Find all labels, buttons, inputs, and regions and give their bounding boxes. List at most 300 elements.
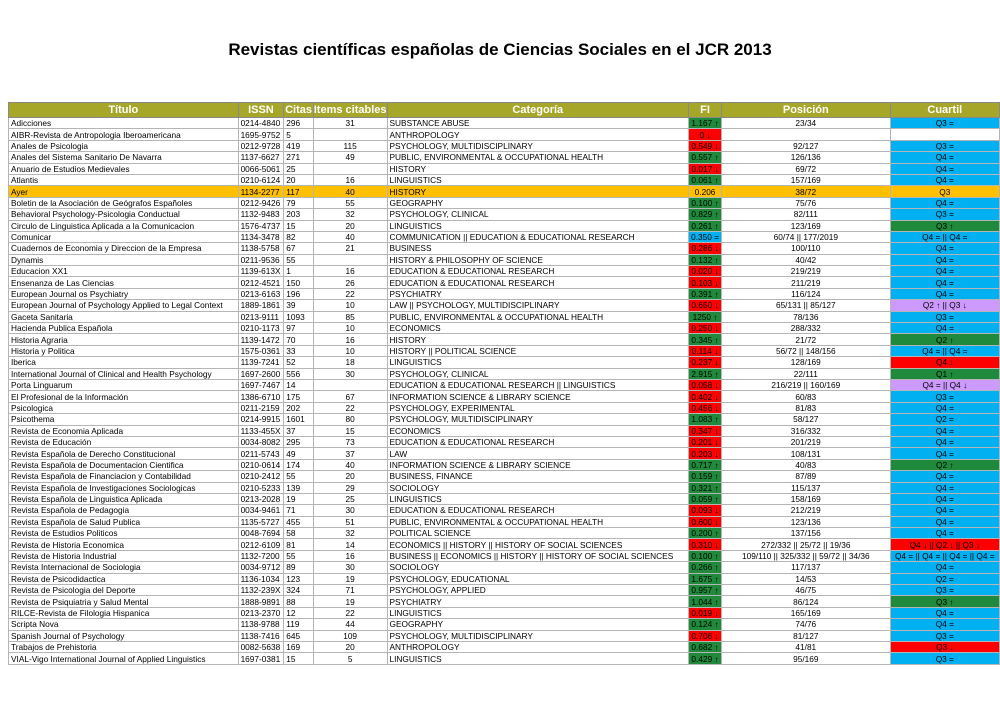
cell-titulo: Historia Agraria: [9, 334, 239, 345]
cell-citas: 271: [284, 152, 313, 163]
cell-posicion: 123/169: [722, 220, 891, 231]
cell-citas: 419: [284, 140, 313, 151]
cell-items-citables: 67: [313, 391, 387, 402]
cell-categoria: PUBLIC, ENVIRONMENTAL & OCCUPATIONAL HEALTH: [387, 516, 689, 527]
cell-fi: 0.061 ↑: [689, 174, 722, 185]
cell-posicion: 65/131 || 85/127: [722, 300, 891, 311]
cell-citas: 33: [284, 345, 313, 356]
table-row: [9, 220, 1000, 231]
cell-citas: 119: [284, 619, 313, 630]
cell-cuartil: Q4 =: [890, 425, 999, 436]
table-row: [9, 630, 1000, 641]
cell-issn: 1695-9752: [238, 129, 284, 140]
cell-cuartil: Q4 =: [890, 562, 999, 573]
cell-titulo: RILCE-Revista de Filologia Hispanica: [9, 607, 239, 618]
table-row: [9, 197, 1000, 208]
cell-citas: 88: [284, 596, 313, 607]
cell-issn: 1134-2277: [238, 186, 284, 197]
cell-categoria: HISTORY: [387, 186, 689, 197]
cell-fi: 0.103 ↓: [689, 277, 722, 288]
cell-citas: 1093: [284, 311, 313, 322]
cell-fi: 0 ↓: [689, 129, 722, 140]
table-row: [9, 505, 1000, 516]
cell-posicion: 128/169: [722, 357, 891, 368]
cell-items-citables: 10: [313, 323, 387, 334]
table-row: [9, 323, 1000, 334]
cell-issn: 1138-5758: [238, 243, 284, 254]
cell-cuartil: Q3 =: [890, 209, 999, 220]
cell-cuartil: Q4 = || Q4 =: [890, 231, 999, 242]
cell-categoria: BUSINESS: [387, 243, 689, 254]
cell-fi: 0.017 ↓: [689, 163, 722, 174]
cell-categoria: ECONOMICS: [387, 425, 689, 436]
cell-items-citables: [313, 163, 387, 174]
cell-categoria: SUBSTANCE ABUSE: [387, 118, 689, 129]
cell-items-citables: 10: [313, 300, 387, 311]
cell-citas: 58: [284, 528, 313, 539]
cell-issn: 0210-2412: [238, 471, 284, 482]
header-fi: FI: [689, 103, 722, 118]
cell-items-citables: 25: [313, 493, 387, 504]
cell-issn: 0213-9111: [238, 311, 284, 322]
cell-fi: 0.203 ↓: [689, 448, 722, 459]
cell-titulo: VIAL-Vigo International Journal of Applied Linguistics: [9, 653, 239, 664]
table-row: [9, 425, 1000, 436]
cell-cuartil: Q4 = || Q4 ↓: [890, 379, 999, 390]
cell-issn: 1386-6710: [238, 391, 284, 402]
cell-cuartil: Q3 =: [890, 391, 999, 402]
cell-posicion: 201/219: [722, 436, 891, 447]
table-row: [9, 585, 1000, 596]
header-cuartil: Cuartil: [890, 103, 999, 118]
cell-categoria: PSYCHOLOGY, APPLIED: [387, 585, 689, 596]
table-row: [9, 266, 1000, 277]
header-citas: Citas: [285, 104, 312, 116]
cell-categoria: HISTORY: [387, 163, 689, 174]
cell-fi: 1.675 ↑: [689, 573, 722, 584]
cell-posicion: 82/111: [722, 209, 891, 220]
cell-cuartil: Q3 =: [890, 311, 999, 322]
table-row: [9, 357, 1000, 368]
cell-cuartil: Q3 =: [890, 585, 999, 596]
cell-posicion: 81/83: [722, 402, 891, 413]
cell-citas: 123: [284, 573, 313, 584]
cell-fi: 0.237 ↓: [689, 357, 722, 368]
cell-issn: 0213-6163: [238, 288, 284, 299]
cell-citas: 55: [284, 471, 313, 482]
cell-citas: 52: [284, 357, 313, 368]
cell-titulo: Revista Española de Derecho Constitucional: [9, 448, 239, 459]
cell-fi: 0.600 ↓: [689, 516, 722, 527]
cell-posicion: 165/169: [722, 607, 891, 618]
cell-cuartil: Q3 =: [890, 630, 999, 641]
cell-issn: 0212-4521: [238, 277, 284, 288]
cell-issn: 1697-7467: [238, 379, 284, 390]
cell-items-citables: 20: [313, 641, 387, 652]
cell-titulo: Ayer: [9, 186, 239, 197]
cell-categoria: PUBLIC, ENVIRONMENTAL & OCCUPATIONAL HEALTH: [387, 152, 689, 163]
cell-cuartil: Q4 = || Q4 =: [890, 345, 999, 356]
cell-citas: 19: [284, 493, 313, 504]
cell-categoria: POLITICAL SCIENCE: [387, 528, 689, 539]
cell-posicion: 86/124: [722, 596, 891, 607]
cell-categoria: EDUCATION & EDUCATIONAL RESEARCH: [387, 436, 689, 447]
cell-fi: 0.345 ↑: [689, 334, 722, 345]
table-row: [9, 129, 1000, 140]
cell-issn: 0213-2370: [238, 607, 284, 618]
cell-issn: 1134-3478: [238, 231, 284, 242]
cell-items-citables: 31: [313, 118, 387, 129]
table-row: [9, 436, 1000, 447]
cell-titulo: Behavioral Psychology-Psicologia Conductual: [9, 209, 239, 220]
cell-titulo: Educacion XX1: [9, 266, 239, 277]
cell-citas: 202: [284, 402, 313, 413]
header-issn: ISSN: [238, 103, 284, 118]
cell-citas: 556: [284, 368, 313, 379]
cell-titulo: Scripta Nova: [9, 619, 239, 630]
cell-items-citables: 16: [313, 266, 387, 277]
cell-issn: 0082-5638: [238, 641, 284, 652]
cell-items-citables: 30: [313, 562, 387, 573]
cell-posicion: 137/156: [722, 528, 891, 539]
table-row: [9, 493, 1000, 504]
cell-titulo: Revista de Psicodidactica: [9, 573, 239, 584]
cell-items-citables: 32: [313, 528, 387, 539]
cell-fi: 0.321 ↑: [689, 482, 722, 493]
cell-fi: 0.350 =: [689, 231, 722, 242]
cell-categoria: LINGUISTICS: [387, 174, 689, 185]
cell-citas: 117: [284, 186, 313, 197]
cell-issn: 1139-1472: [238, 334, 284, 345]
cell-fi: 0.650 ↓: [689, 300, 722, 311]
cell-issn: 0212-6109: [238, 539, 284, 550]
cell-issn: 0034-9461: [238, 505, 284, 516]
cell-categoria: PSYCHIATRY: [387, 596, 689, 607]
table-row: [9, 152, 1000, 163]
cell-posicion: 272/332 || 25/72 || 19/36: [722, 539, 891, 550]
cell-items-citables: 85: [313, 311, 387, 322]
cell-fi: 1250 ↑: [689, 311, 722, 322]
cell-citas: 203: [284, 209, 313, 220]
cell-cuartil: Q2 ↑: [890, 334, 999, 345]
cell-citas: 55: [284, 550, 313, 561]
cell-cuartil: Q4 = || Q4 = || Q4 = || Q4 =: [890, 550, 999, 561]
table-row: [9, 334, 1000, 345]
cell-posicion: 115/137: [722, 482, 891, 493]
cell-cuartil: Q1 ↑: [890, 368, 999, 379]
table-row: [9, 345, 1000, 356]
cell-fi: 0.391 ↑: [689, 288, 722, 299]
cell-cuartil: Q3 =: [890, 653, 999, 664]
table-row: [9, 641, 1000, 652]
cell-titulo: Revista Española de Documentacion Cientifica: [9, 459, 239, 470]
cell-issn: 0210-0614: [238, 459, 284, 470]
cell-cuartil: Q2 ↑: [890, 459, 999, 470]
cell-posicion: 69/72: [722, 163, 891, 174]
table-row: [9, 448, 1000, 459]
cell-issn: 1132-9483: [238, 209, 284, 220]
table-row: [9, 653, 1000, 664]
cell-citas: 39: [284, 300, 313, 311]
cell-cuartil: Q4 =: [890, 493, 999, 504]
cell-posicion: 100/110: [722, 243, 891, 254]
cell-cuartil: Q4 =: [890, 323, 999, 334]
cell-issn: 1139-613X: [238, 266, 284, 277]
cell-categoria: EDUCATION & EDUCATIONAL RESEARCH || LINGUISTICS: [387, 379, 689, 390]
cell-cuartil: Q3 ↓: [890, 641, 999, 652]
cell-issn: 1138-9788: [238, 619, 284, 630]
table-row: [9, 231, 1000, 242]
cell-cuartil: Q4 =: [890, 448, 999, 459]
table-header-row: [9, 103, 1000, 118]
cell-cuartil: Q4 ↓: [890, 357, 999, 368]
header-categoria: Categoría: [387, 103, 689, 118]
cell-titulo: Historia y Politica: [9, 345, 239, 356]
cell-posicion: 60/74 || 177/2019: [722, 231, 891, 242]
cell-categoria: PSYCHOLOGY, EXPERIMENTAL: [387, 402, 689, 413]
cell-titulo: Dynamis: [9, 254, 239, 265]
cell-posicion: 41/81: [722, 641, 891, 652]
cell-cuartil: Q2 ↑ || Q3 ↓: [890, 300, 999, 311]
cell-fi: 0.058 ↓: [689, 379, 722, 390]
cell-issn: 0210-5233: [238, 482, 284, 493]
cell-categoria: GEOGRAPHY: [387, 197, 689, 208]
cell-items-citables: 115: [313, 140, 387, 151]
cell-citas: 20: [284, 174, 313, 185]
cell-fi: 0.261 ↑: [689, 220, 722, 231]
cell-categoria: EDUCATION & EDUCATIONAL RESEARCH: [387, 505, 689, 516]
cell-fi: 0.019 ↓: [689, 607, 722, 618]
cell-categoria: LAW || PSYCHOLOGY, MULTIDISCIPLINARY: [387, 300, 689, 311]
cell-cuartil: Q4 =: [890, 288, 999, 299]
cell-categoria: PSYCHOLOGY, CLINICAL: [387, 368, 689, 379]
cell-categoria: LINGUISTICS: [387, 220, 689, 231]
header-posicion: Posición: [722, 103, 891, 118]
cell-titulo: Revista de Psicologia del Deporte: [9, 585, 239, 596]
cell-titulo: Anales del Sistema Sanitario De Navarra: [9, 152, 239, 163]
cell-items-citables: 16: [313, 174, 387, 185]
cell-citas: 324: [284, 585, 313, 596]
cell-items-citables: 40: [313, 231, 387, 242]
cell-issn: 1576-4737: [238, 220, 284, 231]
cell-fi: 2.915 ↑: [689, 368, 722, 379]
cell-items-citables: 26: [313, 277, 387, 288]
cell-titulo: Ensenanza de Las Ciencias: [9, 277, 239, 288]
cell-titulo: Adicciones: [9, 118, 239, 129]
cell-posicion: 81/127: [722, 630, 891, 641]
cell-fi: 0.717 ↑: [689, 459, 722, 470]
cell-items-citables: 55: [313, 197, 387, 208]
cell-citas: 67: [284, 243, 313, 254]
table-row: [9, 596, 1000, 607]
cell-fi: 0.100 ↑: [689, 197, 722, 208]
cell-citas: 82: [284, 231, 313, 242]
cell-titulo: Revista Española de Investigaciones Sociologicas: [9, 482, 239, 493]
table-row: [9, 288, 1000, 299]
table-row: [9, 482, 1000, 493]
cell-issn: 1133-455X: [238, 425, 284, 436]
cell-categoria: ANTHROPOLOGY: [387, 641, 689, 652]
cell-issn: 0211-5743: [238, 448, 284, 459]
table-row: [9, 311, 1000, 322]
cell-posicion: 92/127: [722, 140, 891, 151]
cell-titulo: Porta Linguarum: [9, 379, 239, 390]
cell-categoria: PSYCHOLOGY, CLINICAL: [387, 209, 689, 220]
cell-categoria: EDUCATION & EDUCATIONAL RESEARCH: [387, 277, 689, 288]
cell-titulo: Revista Internacional de Sociologia: [9, 562, 239, 573]
cell-titulo: Trabajos de Prehistoria: [9, 641, 239, 652]
cell-citas: 296: [284, 118, 313, 129]
cell-titulo: Gaceta Sanitaria: [9, 311, 239, 322]
table-row: [9, 174, 1000, 185]
cell-categoria: COMMUNICATION || EDUCATION & EDUCATIONAL RESEARCH: [387, 231, 689, 242]
cell-cuartil: Q4 ↓ || Q2 ↓ || Q3 ↓: [890, 539, 999, 550]
table-row: [9, 516, 1000, 527]
cell-posicion: 46/75: [722, 585, 891, 596]
table-row: [9, 186, 1000, 197]
cell-categoria: LINGUISTICS: [387, 493, 689, 504]
table-row: [9, 243, 1000, 254]
cell-cuartil: Q4 =: [890, 243, 999, 254]
table-row: [9, 562, 1000, 573]
cell-categoria: PSYCHOLOGY, MULTIDISCIPLINARY: [387, 140, 689, 151]
cell-issn: 1132-239X: [238, 585, 284, 596]
cell-titulo: Comunicar: [9, 231, 239, 242]
cell-issn: 0066-5061: [238, 163, 284, 174]
table-row: [9, 379, 1000, 390]
cell-cuartil: Q4 =: [890, 254, 999, 265]
cell-posicion: 108/131: [722, 448, 891, 459]
cell-categoria: SOCIOLOGY: [387, 562, 689, 573]
cell-titulo: Revista de Historia Industrial: [9, 550, 239, 561]
cell-issn: 1138-7416: [238, 630, 284, 641]
cell-citas: 1601: [284, 414, 313, 425]
journals-table: [8, 102, 1000, 665]
cell-issn: 0214-9915: [238, 414, 284, 425]
cell-posicion: 58/127: [722, 414, 891, 425]
cell-items-citables: 21: [313, 243, 387, 254]
cell-fi: 1.167 ↑: [689, 118, 722, 129]
cell-categoria: GEOGRAPHY: [387, 619, 689, 630]
cell-fi: 0.201 ↓: [689, 436, 722, 447]
cell-titulo: Anales de Psicologia: [9, 140, 239, 151]
cell-citas: 97: [284, 323, 313, 334]
cell-categoria: INFORMATION SCIENCE & LIBRARY SCIENCE: [387, 459, 689, 470]
cell-items-citables: [313, 254, 387, 265]
cell-cuartil: Q4 =: [890, 163, 999, 174]
cell-fi: 0.310 ↓: [689, 539, 722, 550]
cell-fi: 0.206: [689, 186, 722, 197]
cell-items-citables: 40: [313, 459, 387, 470]
cell-items-citables: 19: [313, 573, 387, 584]
cell-cuartil: Q4 =: [890, 436, 999, 447]
cell-issn: 1697-2600: [238, 368, 284, 379]
cell-issn: 0213-2028: [238, 493, 284, 504]
cell-cuartil: Q4 =: [890, 277, 999, 288]
cell-titulo: European Journal os Psychiatry: [9, 288, 239, 299]
cell-items-citables: 22: [313, 607, 387, 618]
table-row: [9, 607, 1000, 618]
table-row: [9, 368, 1000, 379]
header-items-citables: Items citables: [313, 104, 387, 116]
cell-issn: 0048-7694: [238, 528, 284, 539]
cell-citas: 14: [284, 379, 313, 390]
cell-items-citables: 71: [313, 585, 387, 596]
cell-citas: 645: [284, 630, 313, 641]
cell-citas: 5: [284, 129, 313, 140]
cell-fi: 0.093 ↓: [689, 505, 722, 516]
cell-items-citables: [313, 379, 387, 390]
table-row: [9, 391, 1000, 402]
cell-categoria: PSYCHIATRY: [387, 288, 689, 299]
cell-fi: 0.059 ↑: [689, 493, 722, 504]
cell-issn: 1889-1861: [238, 300, 284, 311]
cell-posicion: 75/76: [722, 197, 891, 208]
cell-posicion: 21/72: [722, 334, 891, 345]
cell-citas: 139: [284, 482, 313, 493]
cell-issn: 1697-0381: [238, 653, 284, 664]
cell-citas: 15: [284, 220, 313, 231]
cell-posicion: 56/72 || 148/156: [722, 345, 891, 356]
cell-citas: 196: [284, 288, 313, 299]
cell-titulo: Revista de Estudios Politicos: [9, 528, 239, 539]
cell-fi: 0.250 ↓: [689, 323, 722, 334]
cell-cuartil: Q4 =: [890, 152, 999, 163]
table-row: [9, 539, 1000, 550]
cell-cuartil: Q2 =: [890, 414, 999, 425]
cell-citas: 15: [284, 653, 313, 664]
cell-issn: 0211-9536: [238, 254, 284, 265]
cell-posicion: 158/169: [722, 493, 891, 504]
cell-categoria: LINGUISTICS: [387, 653, 689, 664]
cell-cuartil: Q2 =: [890, 573, 999, 584]
table-row: [9, 528, 1000, 539]
cell-posicion: 212/219: [722, 505, 891, 516]
cell-posicion: [722, 129, 891, 140]
cell-posicion: 316/332: [722, 425, 891, 436]
cell-items-citables: [313, 129, 387, 140]
cell-citas: 150: [284, 277, 313, 288]
page-title: Revistas científicas españolas de Ciencias Sociales en el JCR 2013: [228, 40, 772, 59]
cell-titulo: Iberica: [9, 357, 239, 368]
cell-posicion: 14/53: [722, 573, 891, 584]
cell-titulo: European Journal of Psychology Applied to Legal Context: [9, 300, 239, 311]
cell-titulo: Atlantis: [9, 174, 239, 185]
cell-issn: 0211-2159: [238, 402, 284, 413]
cell-citas: 70: [284, 334, 313, 345]
cell-items-citables: 16: [313, 334, 387, 345]
cell-citas: 455: [284, 516, 313, 527]
cell-posicion: 95/169: [722, 653, 891, 664]
cell-items-citables: 22: [313, 402, 387, 413]
cell-titulo: Revista Española de Pedagogia: [9, 505, 239, 516]
header-titulo: Título: [9, 103, 239, 118]
cell-posicion: 117/137: [722, 562, 891, 573]
table-row: [9, 163, 1000, 174]
cell-posicion: 74/76: [722, 619, 891, 630]
cell-cuartil: Q3 =: [890, 140, 999, 151]
cell-cuartil: Q3 ↑: [890, 596, 999, 607]
cell-issn: 0034-8082: [238, 436, 284, 447]
cell-cuartil: Q4 =: [890, 607, 999, 618]
table-row: [9, 254, 1000, 265]
cell-items-citables: 49: [313, 152, 387, 163]
cell-citas: 175: [284, 391, 313, 402]
cell-fi: 0.114 ↓: [689, 345, 722, 356]
cell-categoria: ECONOMICS || HISTORY || HISTORY OF SOCIAL SCIENCES: [387, 539, 689, 550]
cell-posicion: 60/83: [722, 391, 891, 402]
cell-fi: 1.083 ↑: [689, 414, 722, 425]
